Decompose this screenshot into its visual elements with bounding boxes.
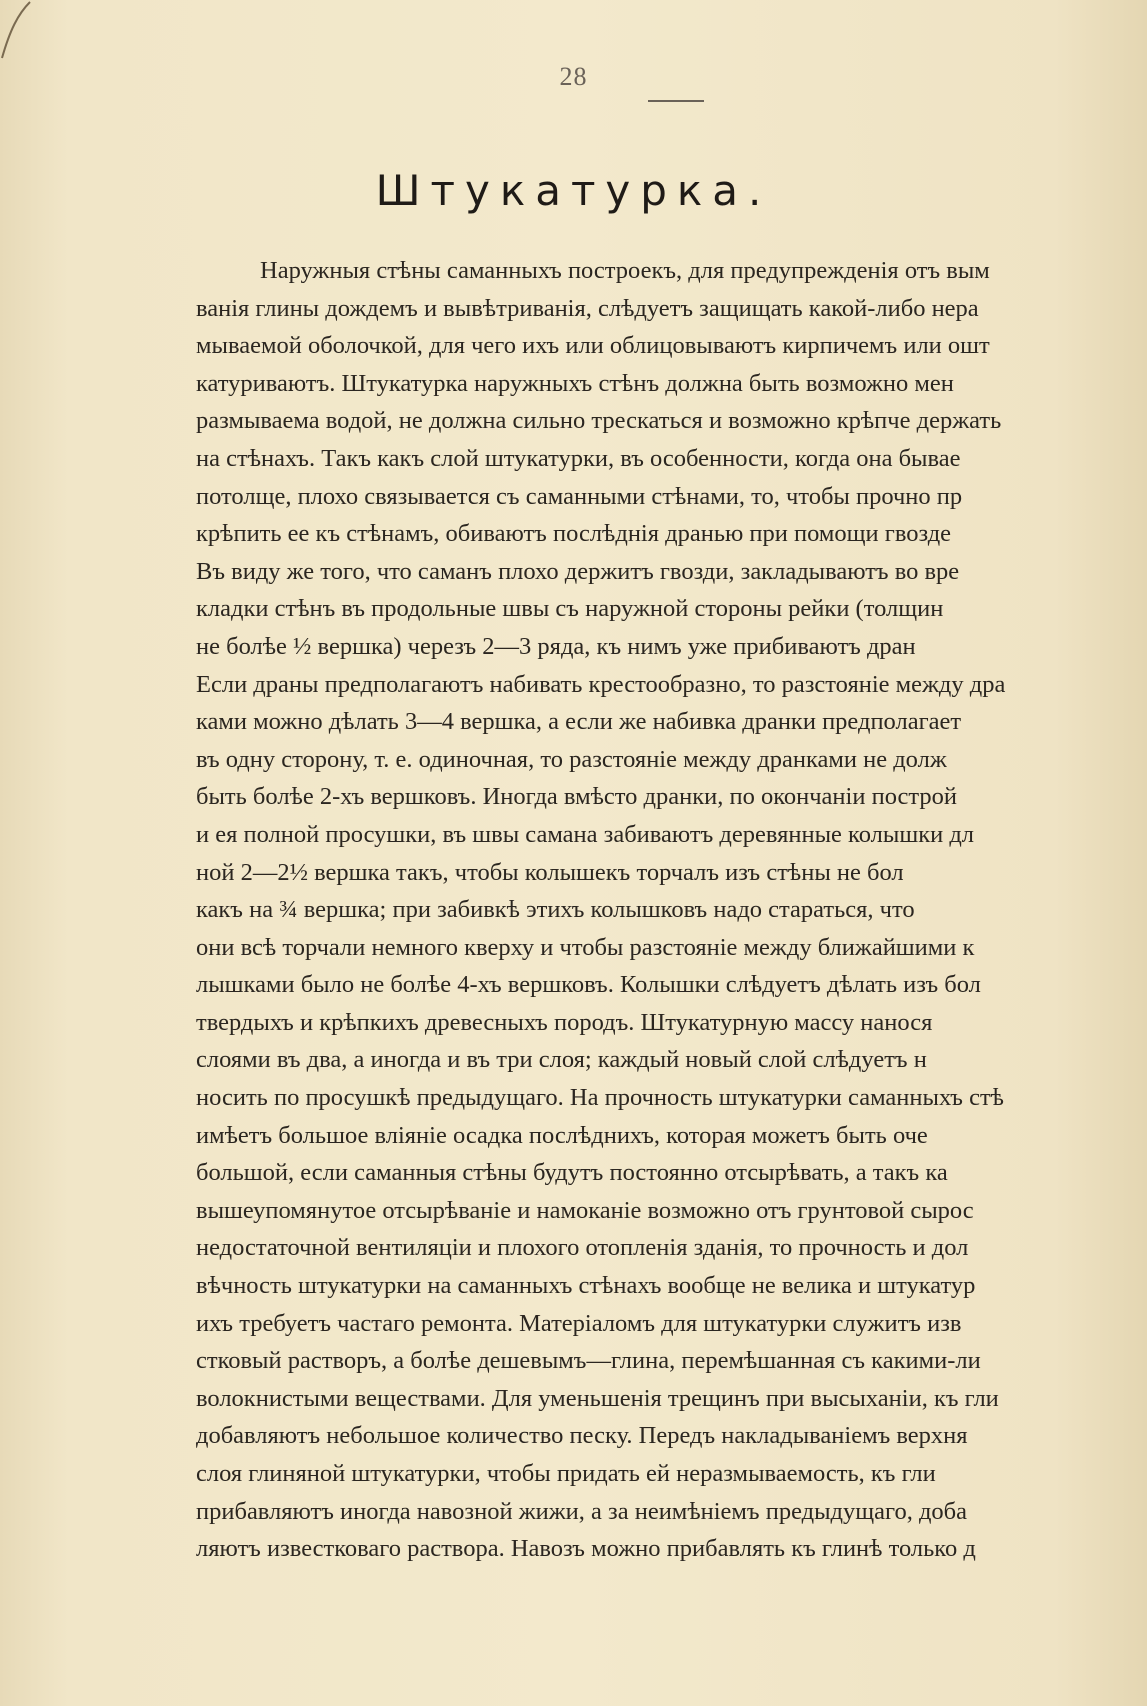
text-line: мываемой оболочкой, для чего ихъ или облицовываютъ кирпичемъ или ошт bbox=[196, 332, 990, 360]
text-line: быть болѣе 2-хъ вершковъ. Иногда вмѣсто дранки, по окончаніи построй bbox=[196, 783, 958, 811]
text-line: носить по просушкѣ предыдущаго. На прочность штукатурки саманныхъ стѣ bbox=[196, 1084, 1004, 1112]
text-line: кладки стѣнъ въ продольные швы съ наружной стороны рейки (толщин bbox=[196, 595, 944, 623]
text-line: слоя глиняной штукатурки, чтобы придать ей неразмываемость, къ гли bbox=[196, 1460, 936, 1487]
page-number: 28 bbox=[559, 62, 588, 91]
text-line: потолще, плохо связывается съ саманными стѣнами, то, чтобы прочно пр bbox=[196, 482, 963, 510]
section-title: Штукатурка. bbox=[375, 166, 772, 215]
text-line: Наружныя стѣны саманныхъ построекъ, для предупрежденія отъ вым bbox=[260, 257, 990, 284]
text-line: стковый растворъ, а болѣе дешевымъ—глина, перемѣшанная съ какими-ли bbox=[196, 1347, 981, 1375]
text-line: и ея полной просушки, въ швы самана забиваютъ деревянные колышки дл bbox=[196, 820, 975, 848]
text-line: размываема водой, не должна сильно трескаться и возможно крѣпче держать bbox=[196, 407, 1002, 435]
text-line: добавляютъ небольшое количество песку. Передъ накладываніемъ верхня bbox=[196, 1422, 968, 1450]
text-line: они всѣ торчали немного кверху и чтобы разстояніе между ближайшими к bbox=[196, 933, 975, 961]
text-line: крѣпить ее къ стѣнамъ, обиваютъ послѣднія дранью при помощи гвозде bbox=[196, 520, 952, 548]
text-line: ванія глины дождемъ и вывѣтриванія, слѣдуетъ защищать какой-либо нера bbox=[196, 294, 979, 322]
text-line: твердыхъ и крѣпкихъ древесныхъ породъ. Штукатурную массу нанося bbox=[196, 1008, 933, 1036]
text-line: не болѣе ½ вершка) черезъ 2—3 ряда, къ нимъ уже прибиваютъ дран bbox=[196, 632, 916, 660]
text-line: большой, если саманныя стѣны будутъ постоянно отсырѣвать, а такъ ка bbox=[196, 1159, 948, 1187]
text-line: волокнистыми веществами. Для уменьшенія трещинъ при высыханіи, къ гли bbox=[196, 1384, 999, 1412]
text-line: недостаточной вентиляціи и плохого отопленія зданія, то прочность и дол bbox=[196, 1234, 969, 1262]
text-line: имѣетъ большое вліяніе осадка послѣднихъ, которая можетъ быть оче bbox=[196, 1121, 928, 1149]
text-line: ихъ требуетъ частаго ремонта. Матеріаломъ для штукатурки служитъ изв bbox=[196, 1309, 962, 1337]
text-line: прибавляютъ иногда навозной жижи, а за неимѣніемъ предыдущаго, доба bbox=[196, 1497, 967, 1525]
text-line: въ одну сторону, т. е. одиночная, то разстояніе между дранками не долж bbox=[196, 745, 947, 773]
text-line: ляютъ известковаго раствора. Навозъ можно прибавлять къ глинѣ только д bbox=[196, 1535, 976, 1563]
text-line: какъ на ¾ вершка; при забивкѣ этихъ колышковъ надо стараться, что bbox=[196, 896, 915, 924]
text-line: лышками было не болѣе 4-хъ вершковъ. Колышки слѣдуетъ дѣлать изъ бол bbox=[196, 971, 981, 999]
text-line: на стѣнахъ. Такъ какъ слой штукатурки, въ особенности, когда она бывае bbox=[196, 444, 961, 472]
text-line: слоями въ два, а иногда и въ три слоя; каждый новый слой слѣдуетъ н bbox=[196, 1046, 927, 1074]
body-text bbox=[196, 252, 1147, 1568]
text-line: ной 2—2½ вершка такъ, чтобы колышекъ торчалъ изъ стѣны не бол bbox=[196, 858, 904, 886]
text-line: вышеупомянутое отсырѣваніе и намоканіе возможно отъ грунтовой сырос bbox=[196, 1196, 974, 1224]
text-line: Въ виду же того, что саманъ плохо держитъ гвозди, закладываютъ во вре bbox=[196, 557, 960, 585]
text-line: вѣчность штукатурки на саманныхъ стѣнахъ вообще не велика и штукатур bbox=[196, 1272, 976, 1300]
text-line: ками можно дѣлать 3—4 вершка, а если же набивка дранки предполагает bbox=[196, 708, 962, 736]
text-line: катуриваютъ. Штукатурка наружныхъ стѣнъ должна быть возможно мен bbox=[196, 369, 954, 397]
text-line: Если драны предполагаютъ набивать крестообразно, то разстояніе между дра bbox=[196, 670, 1006, 698]
page-number-rule bbox=[648, 100, 704, 102]
page-edge-mark bbox=[0, 0, 40, 60]
